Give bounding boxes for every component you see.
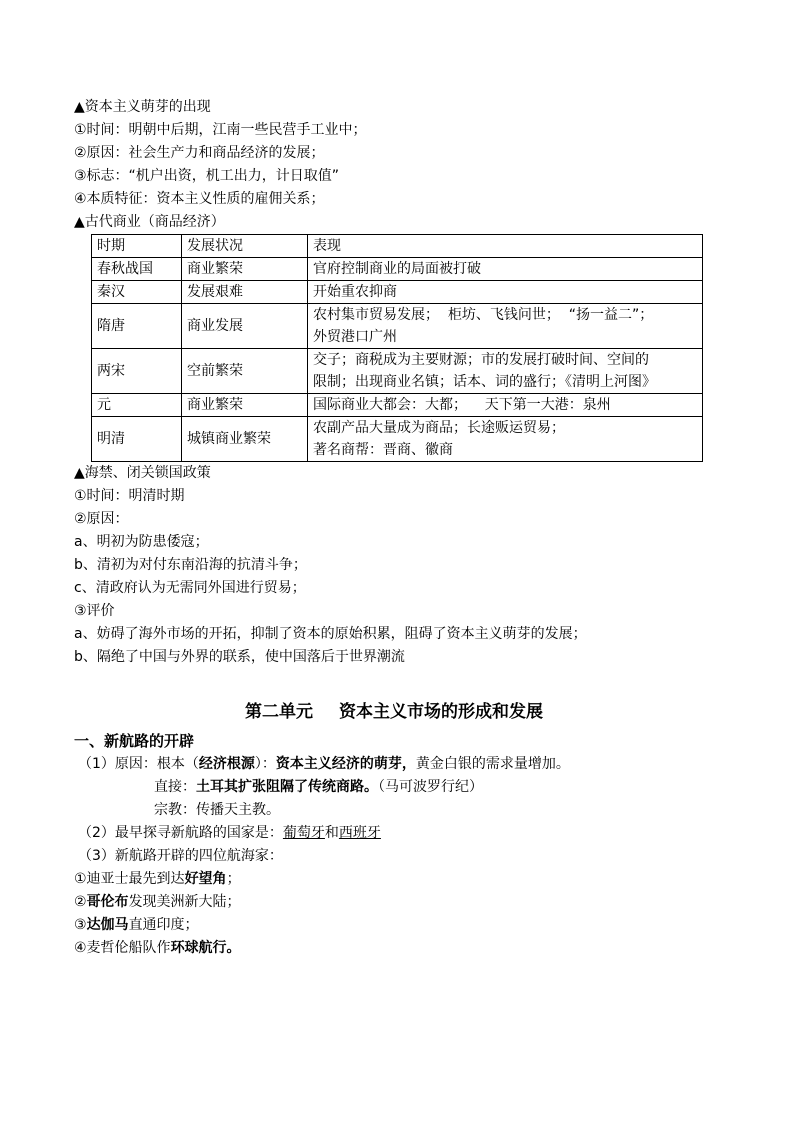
table-row bbox=[92, 258, 703, 281]
row-status: 商业繁荣 bbox=[182, 394, 308, 417]
nav-bold: 达伽马 bbox=[86, 917, 129, 933]
nav-text: ①迪亚士最先到达 bbox=[74, 871, 185, 887]
cause-line bbox=[74, 753, 714, 776]
capitalism-item-cause: ②原因：社会生产力和商品经济的发展； bbox=[74, 145, 325, 161]
row-period: 元 bbox=[92, 394, 182, 417]
row-performance bbox=[308, 349, 703, 394]
navigator-item bbox=[74, 868, 714, 891]
commerce-table bbox=[91, 234, 703, 462]
performance-line: 开始重农抑商 bbox=[313, 284, 397, 300]
nav-text: 发现美洲新大陆； bbox=[128, 894, 241, 910]
row-period: 春秋战国 bbox=[92, 258, 182, 281]
table-row bbox=[92, 417, 703, 462]
row-status: 商业发展 bbox=[182, 304, 308, 349]
cause-main: 资本主义经济的萌芽， bbox=[275, 756, 416, 772]
seaban-heading: ▲海禁、闭关锁国政策 bbox=[74, 465, 211, 481]
nav-text: ； bbox=[226, 871, 241, 887]
seaban-item: ③评价 bbox=[74, 603, 115, 619]
row-status: 发展艰难 bbox=[182, 281, 308, 304]
row-performance bbox=[308, 394, 703, 417]
document-page bbox=[74, 96, 714, 960]
direct-cause-line bbox=[74, 776, 714, 799]
unit-name: 资本主义市场的形成和发展 bbox=[339, 702, 543, 722]
row-period: 两宋 bbox=[92, 349, 182, 394]
commerce-heading: ▲古代商业（商品经济） bbox=[74, 214, 225, 230]
unit-title bbox=[74, 695, 714, 729]
capitalism-item-essence: ④本质特征：资本主义性质的雇佣关系； bbox=[74, 191, 325, 207]
row-performance bbox=[308, 304, 703, 349]
row-period: 秦汉 bbox=[92, 281, 182, 304]
header-period: 时期 bbox=[92, 235, 182, 258]
capitalism-heading: ▲资本主义萌芽的出现 bbox=[74, 99, 211, 115]
seaban-item: b、清初为对付东南沿海的抗清斗争； bbox=[74, 557, 307, 573]
row-period: 隋唐 bbox=[92, 304, 182, 349]
navigator-item bbox=[74, 914, 714, 937]
performance-line: 农副产品大量成为商品；长途贩运贸易； bbox=[313, 420, 565, 436]
navigator-item bbox=[74, 937, 714, 960]
row-performance bbox=[308, 281, 703, 304]
row-period: 明清 bbox=[92, 417, 182, 462]
nav-text: ④麦哲伦船队作 bbox=[74, 940, 171, 956]
portugal: 葡萄牙 bbox=[282, 825, 325, 841]
nav-bold: 哥伦布 bbox=[86, 894, 129, 910]
direct-main: 土耳其扩张阻隔了传统商路。 bbox=[196, 779, 378, 795]
performance-line: 交子；商税成为主要财源；市的发展打破时间、空间的 bbox=[313, 352, 649, 368]
nav-text: ③ bbox=[74, 917, 87, 933]
seaban-item: a、妨碍了海外市场的开拓，抑制了资本的原始积累，阻碍了资本主义萌芽的发展； bbox=[74, 626, 587, 642]
earliest-label: （2）最早探寻新航路的国家是： bbox=[78, 825, 283, 841]
earliest-countries-line bbox=[74, 822, 714, 845]
performance-line: 限制；出现商业名镇；话本、词的盛行；《清明上河图》 bbox=[313, 374, 656, 390]
row-status: 商业繁荣 bbox=[182, 258, 308, 281]
spain: 西班牙 bbox=[338, 825, 381, 841]
nav-text: ② bbox=[74, 894, 87, 910]
performance-line: 国际商业大都会：大都； 天下第一大港：泉州 bbox=[313, 397, 611, 413]
seaban-item: c、清政府认为无需同外国进行贸易； bbox=[74, 580, 306, 596]
direct-tail: （马可波罗行纪） bbox=[378, 779, 483, 795]
table-header-row bbox=[92, 235, 703, 258]
header-status: 发展状况 bbox=[182, 235, 308, 258]
performance-line: 官府控制商业的局面被打破 bbox=[313, 261, 481, 277]
capitalism-item-time: ①时间：明朝中后期，江南一些民营手工业中； bbox=[74, 122, 367, 138]
cause-econ: 经济根源 bbox=[198, 756, 255, 772]
table-row bbox=[92, 394, 703, 417]
seaban-item: ②原因： bbox=[74, 511, 129, 527]
table-row bbox=[92, 304, 703, 349]
direct-label: 直接： bbox=[154, 779, 196, 795]
seaban-item: a、明初为防患倭寇； bbox=[74, 534, 209, 550]
seaban-item: b、隔绝了中国与外界的联系，使中国落后于世界潮流 bbox=[74, 649, 405, 665]
row-status: 空前繁荣 bbox=[182, 349, 308, 394]
row-performance bbox=[308, 417, 703, 462]
unit-number: 第二单元 bbox=[245, 702, 313, 722]
navigator-item bbox=[74, 891, 714, 914]
nav-text: 直通印度； bbox=[128, 917, 199, 933]
table-row bbox=[92, 281, 703, 304]
nav-bold: 好望角 bbox=[184, 871, 227, 887]
row-status: 城镇商业繁荣 bbox=[182, 417, 308, 462]
performance-line: 外贸港口广州 bbox=[313, 329, 397, 345]
section-heading: 一、新航路的开辟 bbox=[74, 732, 195, 750]
nav-bold: 环球航行。 bbox=[170, 940, 241, 956]
performance-line: 著名商帮：晋商、徽商 bbox=[313, 442, 453, 458]
navigators-label: （3）新航路开辟的四位航海家： bbox=[78, 848, 283, 864]
religion-line: 宗教：传播天主教。 bbox=[154, 802, 280, 818]
table-row bbox=[92, 349, 703, 394]
header-performance: 表现 bbox=[308, 235, 703, 258]
seaban-item: ①时间：明清时期 bbox=[74, 488, 185, 504]
cause-tail: 黄金白银的需求量增加。 bbox=[415, 756, 570, 772]
cause-close: ）： bbox=[254, 756, 276, 772]
row-performance bbox=[308, 258, 703, 281]
performance-line: 农村集市贸易发展； 柜坊、飞钱问世； “扬一益二”； bbox=[313, 307, 654, 323]
capitalism-item-sign: ③标志：“机户出资，机工出力，计日取值” bbox=[74, 168, 340, 184]
cause-label: （1）原因：根本（ bbox=[78, 756, 199, 772]
and-word: 和 bbox=[324, 825, 339, 841]
